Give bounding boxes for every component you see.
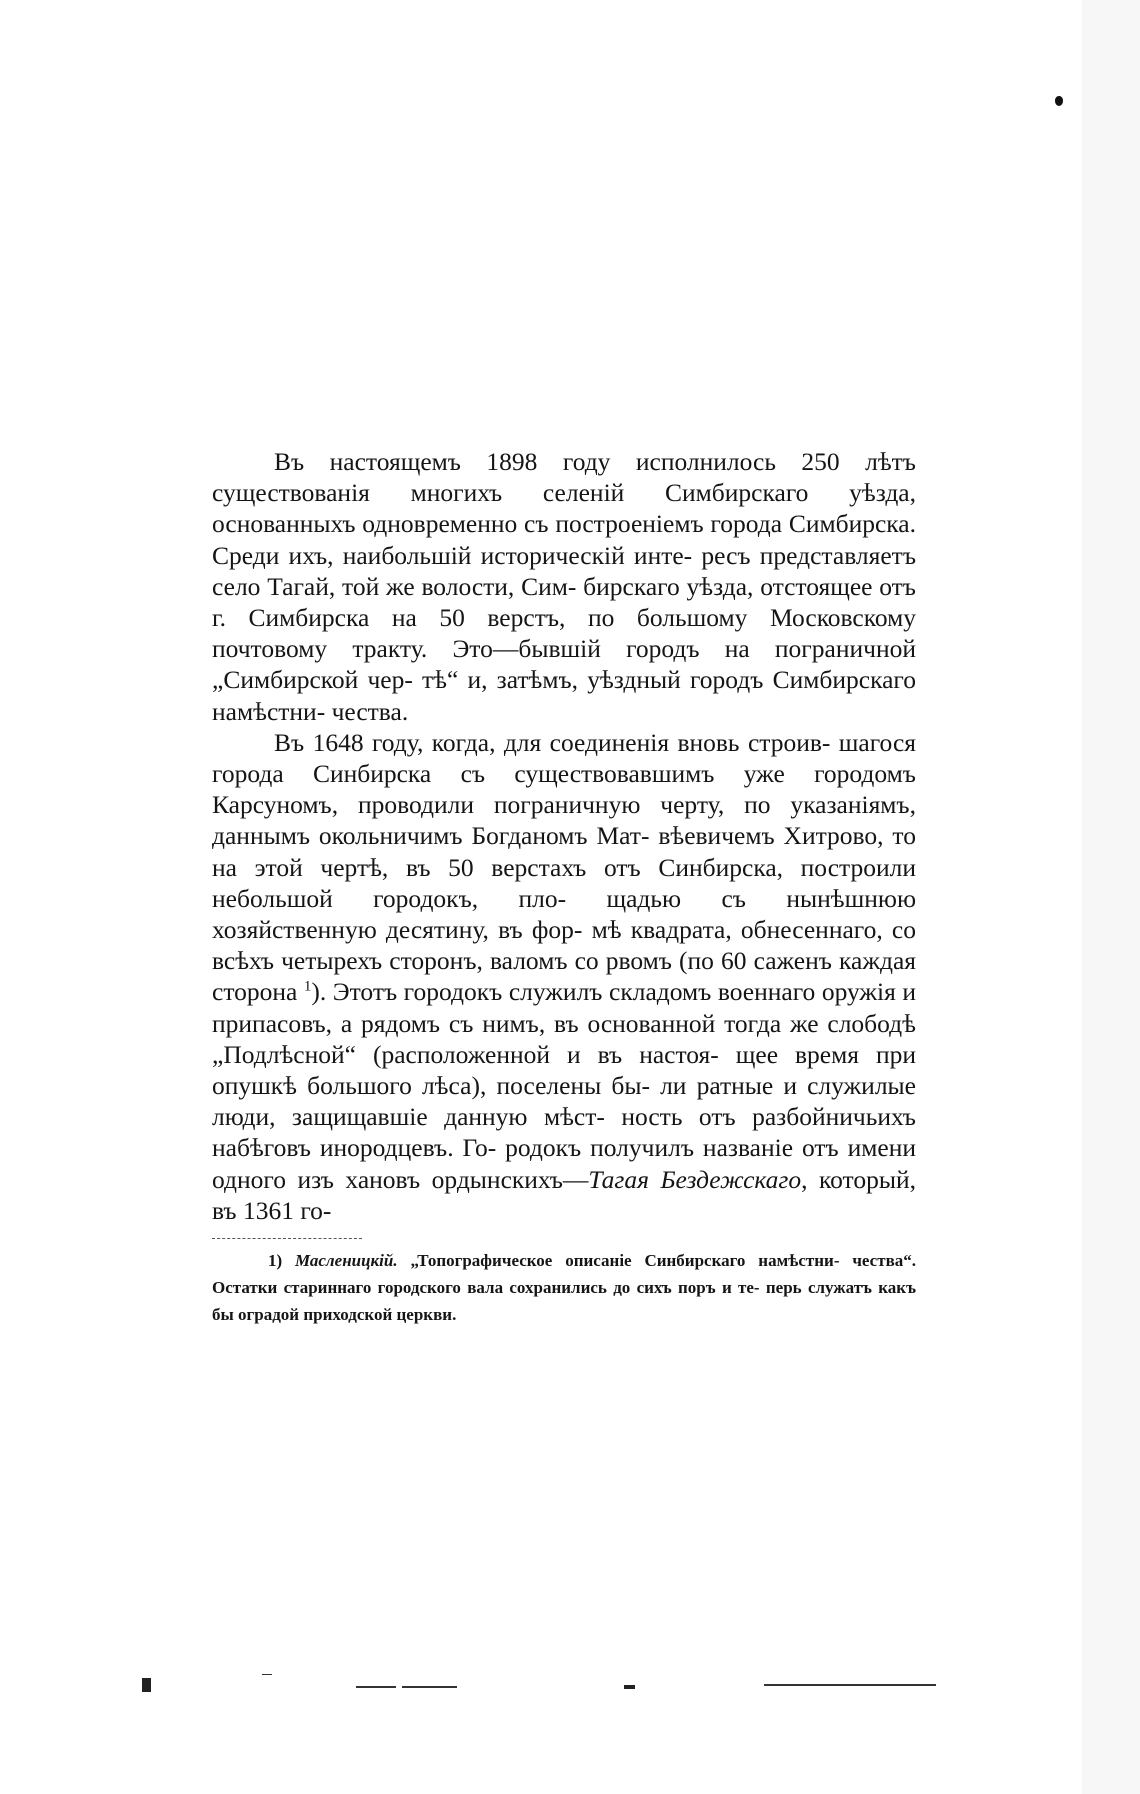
footnote-marker: 1) [268,1251,283,1271]
scan-dash [262,1674,272,1675]
paragraph-1: Въ настоящемъ 1898 году исполнилось 250 лѣтъ существованія многихъ селеній Симбирскаго уѣзда, основанныхъ одновременно съ построеніемъ города Симбирска. Среди ихъ, наибольшій историческій инте- ресъ представляетъ село Тагай, той же волости, Сим- бирскаго уѣзда, отстоящее отъ г. Симбирска на 50 верстъ, по большому Московскому почтовому тракту. Это—бывшій городъ на пограничной „Симбирской чер- тѣ“ и, затѣмъ, уѣздный городъ Симбирскаго намѣстни- чества. [212,447,916,726]
paragraph-2-part-1: Въ 1648 году, когда, для соединенія вновь строив- шагося города Синбирска съ существовавшимъ уже городомъ Карсуномъ, проводили пограничную черту, по указаніямъ, даннымъ окольничимъ Богданомъ Мат- вѣевичемъ Хитрово, то на этой чертѣ, въ 50 верстахъ отъ Синбирска, построили небольшой городокъ, пло- щадью съ нынѣшнюю хозяйственную десятину, въ фор- мѣ квадрата, обнесеннаго, со всѣхъ четырехъ сторонъ, валомъ со рвомъ (по 60 саженъ каждая сторона [212,727,916,1007]
footnote-text: „Топографическое описаніе Синбирскаго намѣстни- чества“. Остатки стариннаго городского вала сохранились до сихъ поръ и те- перь служатъ какъ бы оградой приходской церкви. [212,1251,917,1325]
scan-dash [764,1684,936,1686]
footnote-reference[interactable]: 1 [303,978,312,995]
ink-speck [142,1678,151,1692]
footnote-divider [212,1238,362,1239]
paragraph-2-part-2: ). Этотъ городокъ служилъ складомъ военнаго оружія и припасовъ, а рядомъ съ нимъ, въ основанной тогда же слободѣ „Подлѣсной“ (расположенной и въ настоя- щее время при опушкѣ большого лѣса), поселены бы- ли ратные и служилые люди, защищавшіе данную мѣст- ность отъ разбойничьихъ набѣговъ инородцевъ. Го- родокъ получилъ названіе отъ имени одного изъ хановъ ордынскихъ— [212,977,917,1194]
paragraph-2-part-3: , который, въ 1361 го- [212,1164,916,1225]
footnote [212,1247,916,1328]
scan-dash [402,1686,457,1688]
footnote-author: Масленицкій. [295,1251,398,1271]
paragraph-2 [212,727,916,1226]
scan-edge [1082,0,1140,1794]
ink-speck [624,1685,635,1689]
scan-dash [356,1686,396,1688]
paragraph-2-italic-name: Тагая Бездежскаго [588,1164,802,1194]
bottom-scan-marks [0,1672,1140,1702]
page-body [212,446,916,1328]
ink-speck [1055,96,1063,106]
